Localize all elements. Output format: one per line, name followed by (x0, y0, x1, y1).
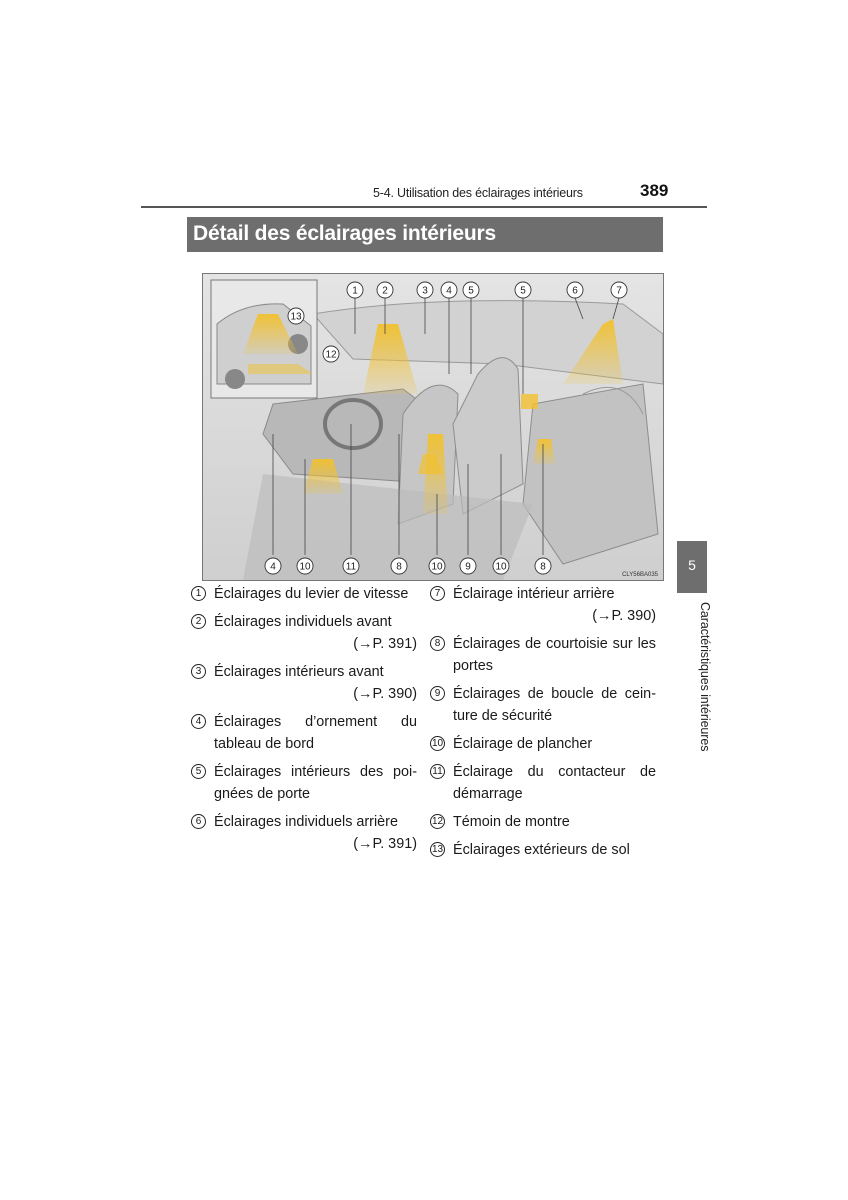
callout-number: 4 (191, 714, 206, 729)
svg-text:2: 2 (382, 285, 388, 297)
svg-text:4: 4 (270, 561, 276, 573)
legend-label: Éclairages d’ornement du tableau de bord (214, 714, 417, 752)
chapter-tab: 5 (677, 541, 707, 593)
legend-item (191, 761, 417, 805)
figure-callout (429, 558, 445, 574)
legend-item (430, 733, 656, 755)
figure-callout (611, 282, 627, 298)
svg-text:5: 5 (468, 285, 474, 297)
legend-label: Éclairage du contacteur de démarrage (453, 764, 656, 802)
page-reference: (→P. 390) (592, 608, 656, 624)
figure-callout (535, 558, 551, 574)
figure-callout (493, 558, 509, 574)
figure-callout (347, 282, 363, 298)
svg-text:12: 12 (325, 349, 337, 361)
callout-number: 3 (191, 664, 206, 679)
legend-item (430, 761, 656, 805)
legend-label: Témoin de montre (453, 814, 570, 830)
svg-text:8: 8 (540, 561, 546, 573)
svg-text:13: 13 (290, 311, 302, 323)
svg-text:7: 7 (616, 285, 622, 297)
figure-callout (377, 282, 393, 298)
running-header: 5-4. Utilisation des éclairages intérieurs (373, 186, 583, 200)
figure-callout (441, 282, 457, 298)
callout-number: 11 (430, 764, 445, 779)
legend-label: Éclairages de boucle de ceinture de sécurité (453, 686, 656, 724)
figure-callout (460, 558, 476, 574)
figure-callout (297, 558, 313, 574)
page-reference: (→P. 391) (353, 836, 417, 852)
header-divider (141, 206, 707, 208)
legend-label: Éclairages extérieurs de sol (453, 842, 630, 858)
legend-item (191, 711, 417, 755)
figure-callout (515, 282, 531, 298)
svg-text:4: 4 (446, 285, 452, 297)
legend-label: Éclairage intérieur arrière (453, 586, 615, 602)
callout-number: 8 (430, 636, 445, 651)
figure-callout (323, 346, 339, 362)
section-title: Détail des éclairages intérieurs (187, 217, 663, 252)
legend-item (430, 633, 656, 677)
legend-item (430, 683, 656, 727)
legend-label: Éclairages individuels arrière (214, 814, 398, 830)
legend-right (430, 583, 656, 867)
legend-item (430, 811, 656, 833)
svg-text:3: 3 (422, 285, 428, 297)
legend-label: Éclairages de courtoisie sur les portes (453, 636, 656, 674)
svg-text:1: 1 (352, 285, 358, 297)
figure-callout (417, 282, 433, 298)
page-reference: (→P. 391) (353, 636, 417, 652)
svg-text:10: 10 (299, 561, 311, 573)
legend-label: Éclairages intérieurs des poignées de porte (214, 764, 417, 802)
callout-number: 7 (430, 586, 445, 601)
figure-callout (391, 558, 407, 574)
legend-label: Éclairages intérieurs avant (214, 664, 384, 680)
svg-text:9: 9 (465, 561, 471, 573)
svg-text:10: 10 (495, 561, 507, 573)
figure-callout (567, 282, 583, 298)
figure-callout (265, 558, 281, 574)
callout-number: 9 (430, 686, 445, 701)
svg-text:5: 5 (520, 285, 526, 297)
figure-callout (343, 558, 359, 574)
callout-number: 6 (191, 814, 206, 829)
legend-item (191, 811, 417, 855)
legend-item (430, 839, 656, 861)
figure-callout (463, 282, 479, 298)
interior-lights-illustration (202, 273, 664, 581)
svg-text:11: 11 (345, 561, 357, 573)
legend-left (191, 583, 417, 861)
legend-item (191, 611, 417, 655)
callout-number: 13 (431, 844, 444, 855)
svg-text:10: 10 (431, 561, 443, 573)
svg-text:8: 8 (396, 561, 402, 573)
car-interior-drawing (203, 274, 663, 580)
page-number: 389 (640, 181, 669, 200)
chapter-label: Caractéristiques intérieures (698, 602, 712, 752)
legend-item (430, 583, 656, 627)
legend-item (191, 583, 417, 605)
legend-item (191, 661, 417, 705)
legend-label: Éclairage de plancher (453, 736, 593, 752)
callout-number: 12 (431, 816, 444, 827)
callout-number: 1 (191, 586, 206, 601)
callout-number: 10 (431, 738, 444, 749)
figure-callout (288, 308, 304, 324)
figure-code: CLY56BA035 (622, 572, 658, 578)
svg-text:6: 6 (572, 285, 578, 297)
page-reference: (→P. 390) (353, 686, 417, 702)
callout-number: 2 (191, 614, 206, 629)
legend-label: Éclairages individuels avant (214, 614, 392, 630)
callout-number: 5 (191, 764, 206, 779)
legend-label: Éclairages du levier de vitesse (214, 586, 409, 602)
